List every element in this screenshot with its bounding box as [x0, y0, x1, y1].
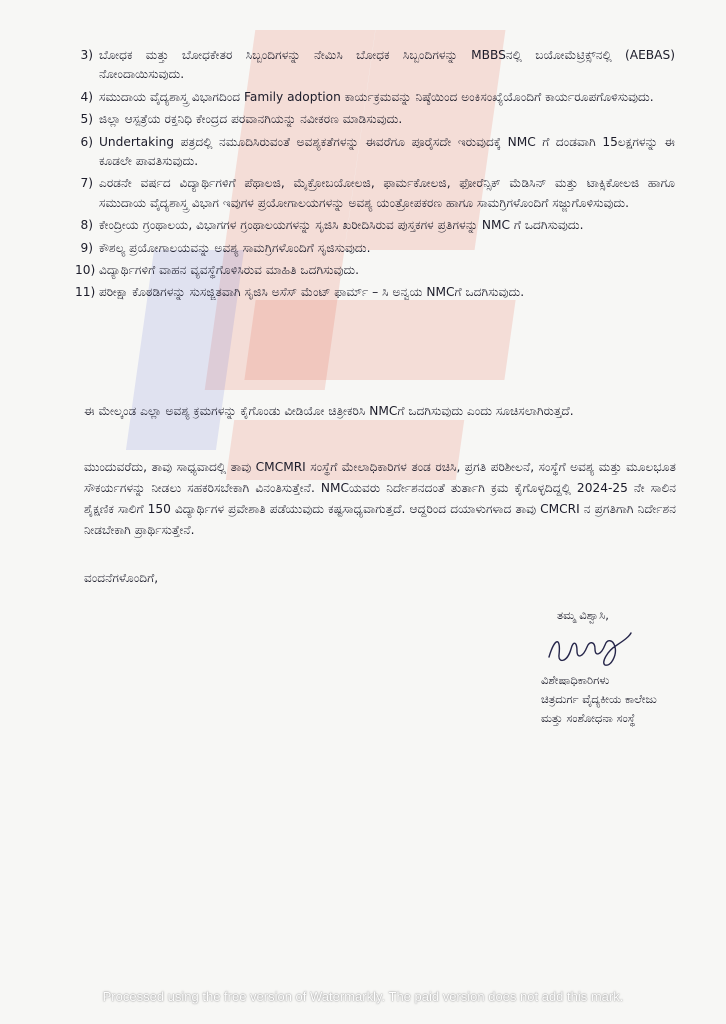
list-item: 5) ಜಿಲ್ಲಾ ಆಸ್ಪತ್ರೆಯ ರಕ್ತನಿಧಿ ಕೇಂದ್ರದ ಪರವಾನಗಿಯನ್ನು ನವೀಕರಣ ಮಾಡಿಸುವುದು. — [80, 112, 403, 127]
request-paragraph: ಮುಂದುವರೆದು, ತಾವು ಸಾಧ್ಯವಾದಲ್ಲಿ ತಾವು CMCMRI ಸಂಸ್ಥೆಗೆ ಮೇಲಾಧಿಕಾರಿಗಳ ತಂಡ ರಚಿಸಿ, ಪ್ರಗತಿ ಪರಿಶೀಲನೆ, ಸಂಸ್ಥೆಗೆ ಅವಶ್ಯ ಮತ್ತು ಮೂಲಭೂತ ಸೌಕರ್ಯಗಳನ್ನು ನೀಡಲು ಸಹಕರಿಸಬೇಕಾಗಿ ವಿನಂತಿಸುತ್ತೇನೆ. NMCಯವರು ನಿರ್ದೇಶನದಂತೆ ತುರ್ತಾಗಿ ಕ್ರಮ ಕೈಗೊಳ್ಳದಿದ್ದಲ್ಲಿ 2024-25 ನೇ ಸಾಲಿನ ಶೈಕ್ಷಣಿಕ ಸಾಲಿಗೆ 150 ವಿದ್ಯಾರ್ಥಿಗಳ ಪ್ರವೇಶಾತಿ ಪಡೆಯುವುದು ಕಷ್ಟಸಾಧ್ಯವಾಗುತ್ತದೆ. ಆದ್ದರಿಂದ ದಯಾಳುಗಳಾದ ತಾವು CMCRI ನ ಪ್ರಗತಿಗಾಗಿ ನಿರ್ದೇಶನ ನೀಡಬೇಕಾಗಿ ಪ್ರಾರ್ಥಿಸುತ್ತೇನೆ. — [84, 460, 676, 537]
list-item: 7) ಎರಡನೇ ವರ್ಷದ ವಿದ್ಯಾರ್ಥಿಗಳಿಗೆ ಪೆಥಾಲಜಿ, ಮೈಕ್ರೋಬಯೋಲಜಿ, ಫಾರ್ಮಕೋಲಜಿ, ಫೋರೆನ್ಸಿಕ್ ಮೆಡಿಸಿನ್ ಮತ್ತು ಟಾಕ್ಸಿಕೋಲಜಿ ಹಾಗೂ ಸಮುದಾಯ ವೈದ್ಯಶಾಸ್ತ್ರ ವಿಭಾಗ ಇವುಗಳ ಪ್ರಯೋಗಾಲಯಗಳನ್ನು ಅವಶ್ಯ ಯಂತ್ರೋಪಕರಣ ಹಾಗೂ ಸಾಮಗ್ರಿಗಳೊಂದಿಗೆ ಸಜ್ಜುಗೊಳಿಸುವುದು. — [80, 176, 675, 210]
closing-salutation: ವಂದನೆಗಳೊಂದಿಗೆ, — [84, 571, 159, 585]
signature-block — [515, 608, 675, 728]
list-item: 4) ಸಮುದಾಯ ವೈದ್ಯಶಾಸ್ತ್ರ ವಿಭಾಗದಿಂದ Family adoption ಕಾರ್ಯಕ್ರಮವನ್ನು ನಿಷ್ಠೆಯಿಂದ ಅಂಕಿಸಂಖ್ಯೆಯೊಂದಿಗೆ ಕಾರ್ಯರೂಪಗೊಳಿಸುವುದು. — [80, 89, 654, 104]
list-item: 9) ಕೌಶಲ್ಯ ಪ್ರಯೋಗಾಲಯವನ್ನು ಅವಶ್ಯ ಸಾಮಗ್ರಿಗಳೊಂದಿಗೆ ಸೃಜಿಸುವುದು. — [80, 240, 371, 255]
instruction-paragraph: ಈ ಮೇಲ್ಕಂಡ ಎಲ್ಲಾ ಅವಶ್ಯ ಕ್ರಮಗಳನ್ನು ಕೈಗೊಂಡು ವೀಡಿಯೋ ಚಿತ್ರೀಕರಿಸಿ NMCಗೆ ಒದಗಿಸುವುದು ಎಂದು ಸೂಚಿಸಲಾಗಿರುತ್ತದೆ. — [84, 404, 574, 418]
handwritten-signature — [545, 627, 635, 669]
list-item: 8) ಕೇಂದ್ರೀಯ ಗ್ರಂಥಾಲಯ, ವಿಭಾಗಗಳ ಗ್ರಂಥಾಲಯಗಳನ್ನು ಸೃಜಿಸಿ ಖರೀದಿಸಿರುವ ಪುಸ್ತಕಗಳ ಪ್ರತಿಗಳನ್ನು NMC ಗೆ ಒದಗಿಸುವುದು. — [80, 218, 584, 233]
action-items-list — [75, 46, 675, 306]
list-item: 6) Undertaking ಪತ್ರದಲ್ಲಿ ನಮೂದಿಸಿರುವಂತೆ ಅವಶ್ಯಕತೆಗಳನ್ನು ಈವರೆಗೂ ಪೂರೈಸದೇ ಇರುವುದಕ್ಕೆ NMC ಗೆ ದಂಡವಾಗಿ 15ಲಕ್ಷಗಳನ್ನು ಈ ಕೂಡಲೇ ಪಾವತಿಸುವುದು. — [80, 134, 675, 169]
list-item: 10) ವಿದ್ಯಾರ್ಥಿಗಳಿಗೆ ವಾಹನ ವ್ಯವಸ್ಥೆಗೊಳಿಸಿರುವ ಮಾಹಿತಿ ಒದಗಿಸುವುದು. — [75, 263, 360, 278]
designation: ವಿಶೇಷಾಧಿಕಾರಿಗಳು ಚಿತ್ರದುರ್ಗ ವೈದ್ಯಕೀಯ ಕಾಲೇಜು ಮತ್ತು ಸಂಶೋಧನಾ ಸಂಸ್ಥೆ — [541, 673, 657, 725]
list-item: 3) ಬೋಧಕ ಮತ್ತು ಬೋಧಕೇತರ ಸಿಬ್ಬಂದಿಗಳನ್ನು ನೇಮಿಸಿ ಬೋಧಕ ಸಿಬ್ಬಂದಿಗಳನ್ನು MBBSನಲ್ಲಿ ಬಯೋಮೆಟ್ರಿಕ್ಸ್‌ನಲ್ಲಿ (AEBAS) ನೋಂದಾಯಿಸುವುದು. — [80, 48, 675, 82]
list-item: 11) ಪರೀಕ್ಷಾ ಕೊಠಡಿಗಳನ್ನು ಸುಸಜ್ಜಿತವಾಗಿ ಸೃಜಿಸಿ ಅಸೆಸ್ ಮೆಂಟ್ ಫಾರ್ಮ್ – ಸಿ ಅನ್ವಯ NMCಗೆ ಒದಗಿಸುವುದು. — [75, 285, 525, 300]
watermark-shape — [244, 300, 515, 380]
signoff-text: ತಮ್ಮ ವಿಶ್ವಾಸಿ, — [557, 608, 609, 622]
watermark-footer-text: Processed using the free version of Watermarkly. The paid version does not add this mark. — [102, 989, 624, 1004]
